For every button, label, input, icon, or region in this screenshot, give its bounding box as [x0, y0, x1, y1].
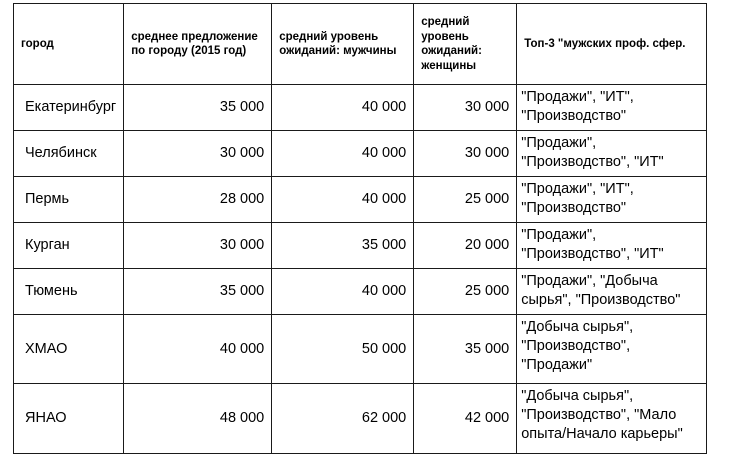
cell-men: 50 000	[272, 315, 414, 384]
cell-city: Тюмень	[14, 269, 124, 315]
cell-offer: 35 000	[124, 85, 272, 131]
cell-women: 25 000	[414, 177, 517, 223]
cell-top3: "Добыча сырья", "Производство", "Продажи"	[517, 315, 707, 384]
cell-offer: 35 000	[124, 269, 272, 315]
header-expectations-women: средний уровень ожиданий: женщины	[414, 4, 517, 85]
cell-women: 25 000	[414, 269, 517, 315]
header-top3-spheres: Топ-3 "мужских проф. сфер.	[517, 4, 707, 85]
cell-offer: 30 000	[124, 131, 272, 177]
cell-city: Пермь	[14, 177, 124, 223]
table-row	[14, 223, 707, 269]
cell-women: 20 000	[414, 223, 517, 269]
cell-top3: "Продажи", "ИТ", "Производство"	[517, 85, 707, 131]
table-row	[14, 384, 707, 454]
cell-city: Челябинск	[14, 131, 124, 177]
cell-offer: 28 000	[124, 177, 272, 223]
cell-women: 30 000	[414, 131, 517, 177]
cell-women: 35 000	[414, 315, 517, 384]
cell-top3: "Продажи", "Производство", "ИТ"	[517, 223, 707, 269]
cell-city: ХМАО	[14, 315, 124, 384]
table-row	[14, 131, 707, 177]
cell-offer: 40 000	[124, 315, 272, 384]
cell-city: Екатеринбург	[14, 85, 124, 131]
header-city: город	[14, 4, 124, 85]
cell-city: Курган	[14, 223, 124, 269]
cell-top3: "Продажи", "Добыча сырья", "Производство"	[517, 269, 707, 315]
cell-top3: "Продажи", "ИТ", "Производство"	[517, 177, 707, 223]
cell-men: 62 000	[272, 384, 414, 454]
cell-top3: "Добыча сырья", "Производство", "Мало опыта/Начало карьеры"	[517, 384, 707, 454]
cell-city: ЯНАО	[14, 384, 124, 454]
header-row	[14, 4, 707, 85]
cell-men: 35 000	[272, 223, 414, 269]
cell-women: 30 000	[414, 85, 517, 131]
cell-top3: "Продажи", "Производство", "ИТ"	[517, 131, 707, 177]
cell-men: 40 000	[272, 177, 414, 223]
cell-offer: 30 000	[124, 223, 272, 269]
table-row	[14, 315, 707, 384]
cell-men: 40 000	[272, 269, 414, 315]
cell-women: 42 000	[414, 384, 517, 454]
table-row	[14, 177, 707, 223]
cell-offer: 48 000	[124, 384, 272, 454]
cell-men: 40 000	[272, 85, 414, 131]
salary-expectations-table	[13, 3, 707, 454]
table-row	[14, 269, 707, 315]
header-expectations-men: средний уровень ожиданий: мужчины	[272, 4, 414, 85]
table-row	[14, 85, 707, 131]
cell-men: 40 000	[272, 131, 414, 177]
header-average-offer: среднее предложение по городу (2015 год)	[124, 4, 272, 85]
